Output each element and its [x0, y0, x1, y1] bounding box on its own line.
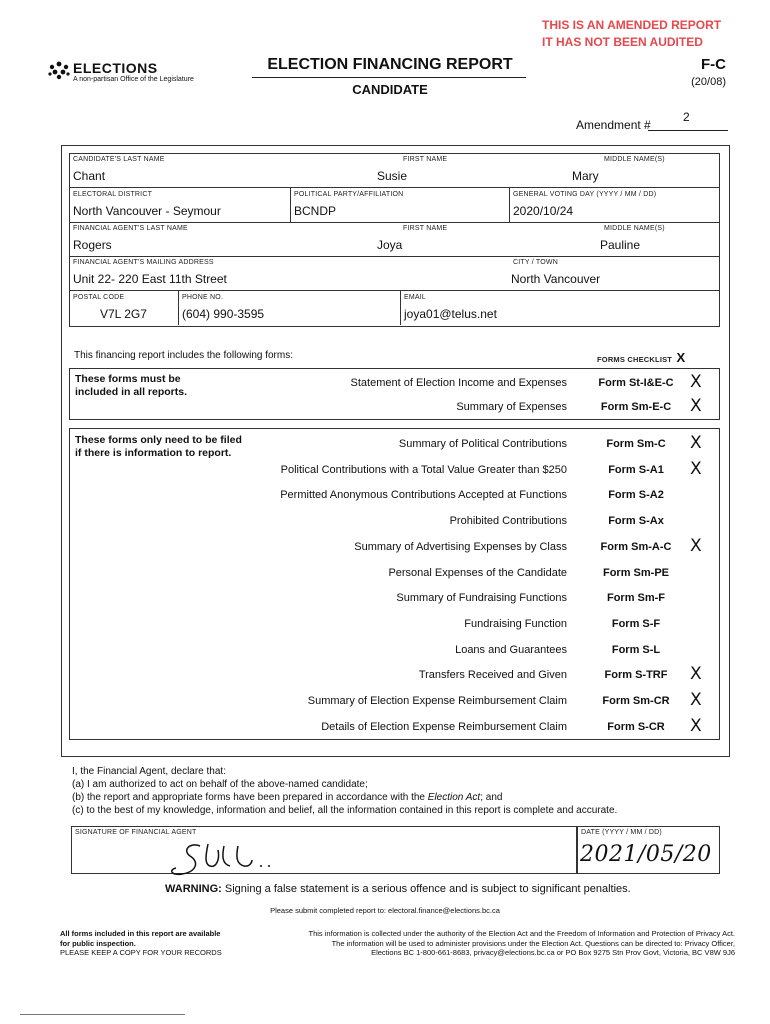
declaration-item-c: (c) to the best of my knowledge, information and belief, all the information contained in this report is complete and accurate.	[72, 805, 618, 816]
political-party: BCNDP	[294, 204, 337, 218]
form-name: Loans and Guarantees	[455, 643, 567, 656]
form-check-mark[interactable]: X	[690, 372, 702, 392]
form-code: Form S-A1	[608, 463, 664, 476]
agent-last-name-label: FINANCIAL AGENT'S LAST NAME	[73, 225, 188, 232]
district-label: ELECTORAL DISTRICT	[73, 191, 153, 198]
form-check-mark[interactable]: X	[690, 458, 702, 479]
required-heading-line: These forms must be	[75, 373, 181, 385]
info-divider	[69, 222, 719, 223]
optional-heading-line: These forms only need to be filed	[75, 434, 242, 446]
form-check-mark[interactable]: X	[690, 690, 702, 710]
signature-date: 2021/05/20	[580, 842, 712, 867]
elections-logo-icon	[47, 60, 71, 82]
footer-left-line: PLEASE KEEP A COPY FOR YOUR RECORDS	[60, 948, 222, 957]
form-code: F-C	[701, 56, 726, 73]
signature-label: SIGNATURE OF FINANCIAL AGENT	[75, 829, 197, 836]
amendment-line	[648, 130, 728, 131]
form-code: Form Sm-PE	[602, 566, 669, 579]
agent-first-name-label: FIRST NAME	[403, 225, 448, 232]
footer-right-line: Elections BC 1-800-661-8683, privacy@elections.bc.ca or PO Box 9275 Stn Prov Govt, Victoria, BC V8W 9J6	[371, 948, 735, 957]
agent-middle-name-label: MIDDLE NAME(S)	[604, 225, 665, 232]
submission-instructions: Please submit completed report to: electoral.finance@elections.bc.ca	[270, 906, 500, 915]
form-name: Summary of Advertising Expenses by Class	[354, 540, 567, 553]
form-code: Form Sm-A-C	[600, 540, 672, 553]
logo-wordmark: ELECTIONS	[73, 60, 158, 76]
amended-notice-line-1: THIS IS AN AMENDED REPORT	[542, 18, 722, 32]
amended-notice-line-2: IT HAS NOT BEEN AUDITED	[542, 35, 703, 49]
info-divider	[290, 188, 291, 222]
declaration	[72, 765, 617, 817]
footer-left-line: for public inspection.	[60, 938, 136, 948]
footer-public-notice	[60, 929, 222, 958]
form-code: Form S-A2	[608, 489, 664, 502]
agent-signature	[160, 836, 310, 882]
candidate-first-name: Susie	[377, 169, 408, 183]
footer-privacy-notice	[250, 929, 735, 958]
warning-text: Signing a false statement is a serious offence and is subject to significant penalties.	[224, 883, 631, 895]
form-code: Form S-Ax	[608, 515, 664, 528]
amendment-label: Amendment #	[576, 118, 651, 132]
forms-checklist-mark: X	[676, 350, 686, 365]
postal-code-label: POSTAL CODE	[73, 294, 125, 301]
info-divider	[69, 256, 719, 257]
footer-right-line: The information will be used to administer provisions under the Election Act. Questions can be directed to: Privacy Officer,	[331, 938, 735, 948]
form-name: Political Contributions with a Total Value Greater than $250	[280, 463, 567, 476]
form-code: Form S-F	[611, 617, 661, 630]
voting-day-label: GENERAL VOTING DAY (YYYY / MM / DD)	[513, 191, 657, 198]
agent-middle-name: Pauline	[600, 238, 641, 252]
form-name: Details of Election Expense Reimbursement Claim	[321, 720, 567, 733]
amendment-number: 2	[683, 110, 690, 124]
report-subtitle: CANDIDATE	[352, 82, 428, 97]
amended-report-notice	[542, 17, 721, 51]
form-name: Summary of Expenses	[456, 401, 567, 413]
agent-city: North Vancouver	[511, 272, 601, 286]
scan-edge-line	[20, 1014, 185, 1015]
form-code: Form Sm-E-C	[600, 401, 672, 413]
form-check-mark[interactable]: X	[690, 535, 702, 556]
form-name: Permitted Anonymous Contributions Accepted at Functions	[280, 489, 567, 502]
logo-tagline: A non-partisan Office of the Legislature	[73, 76, 194, 83]
info-divider	[178, 291, 179, 325]
form-code: Form S-L	[611, 643, 661, 656]
form-name: Fundraising Function	[464, 617, 567, 630]
forms-checklist-label: FORMS CHECKLIST	[597, 355, 673, 364]
form-name: Summary of Political Contributions	[398, 438, 567, 450]
phone-label: PHONE NO.	[182, 294, 224, 301]
address-label: FINANCIAL AGENT'S MAILING ADDRESS	[73, 259, 214, 266]
form-check-mark[interactable]: X	[690, 396, 702, 416]
optional-heading-line: if there is information to report.	[75, 447, 232, 459]
form-code: Form St-I&E-C	[598, 377, 674, 389]
form-code: Form Sm-C	[606, 438, 666, 450]
form-code: Form S-CR	[607, 720, 665, 733]
form-name: Summary of Fundraising Functions	[396, 592, 567, 605]
declaration-intro: I, the Financial Agent, declare that:	[72, 766, 226, 777]
declaration-item-a: (a) I am authorized to act on behalf of the above-named candidate;	[72, 779, 368, 790]
candidate-last-name-label: CANDIDATE'S LAST NAME	[73, 156, 165, 163]
candidate-middle-name-label: MIDDLE NAME(S)	[604, 156, 665, 163]
declaration-item-b: (b) the report and appropriate forms have been prepared in accordance with the Election Act; and	[72, 792, 503, 803]
postal-code: V7L 2G7	[100, 307, 147, 321]
form-code: Form S-TRF	[604, 669, 668, 682]
candidate-middle-name: Mary	[572, 169, 599, 183]
optional-forms-heading	[75, 434, 242, 460]
party-label: POLITICAL PARTY/AFFILIATION	[294, 191, 404, 198]
forms-intro: This financing report includes the following forms:	[74, 350, 293, 361]
info-divider	[400, 291, 401, 325]
info-divider	[69, 187, 719, 188]
footer-left-line: All forms included in this report are available	[60, 929, 221, 938]
form-name: Transfers Received and Given	[418, 669, 567, 682]
form-check-mark[interactable]: X	[690, 715, 702, 736]
voting-day: 2020/10/24	[513, 204, 574, 218]
info-divider	[69, 290, 719, 291]
required-forms-heading	[75, 373, 187, 399]
warning	[165, 883, 631, 895]
electoral-district: North Vancouver - Seymour	[73, 204, 221, 218]
form-revision-date: (20/08)	[691, 76, 726, 88]
forms-checklist-header	[597, 349, 685, 367]
form-name: Personal Expenses of the Candidate	[388, 566, 567, 579]
agent-last-name: Rogers	[73, 238, 112, 252]
form-name: Summary of Election Expense Reimbursement Claim	[307, 695, 567, 707]
form-name: Prohibited Contributions	[449, 515, 567, 528]
warning-label: WARNING:	[165, 883, 222, 895]
city-label: CITY / TOWN	[513, 259, 558, 266]
form-name: Statement of Election Income and Expenses	[350, 377, 567, 389]
form-check-mark[interactable]: X	[690, 433, 702, 453]
date-label: DATE (YYYY / MM / DD)	[581, 829, 662, 836]
agent-phone: (604) 990-3595	[182, 307, 265, 321]
agent-address: Unit 22- 220 East 11th Street	[73, 272, 227, 286]
email-label: EMAIL	[404, 294, 427, 301]
title-rule	[252, 77, 526, 78]
agent-email: joya01@telus.net	[404, 307, 497, 321]
elections-logo	[47, 60, 194, 87]
agent-first-name: Joya	[377, 238, 403, 252]
candidate-last-name: Chant	[73, 169, 106, 183]
form-code: Form Sm-F	[606, 592, 666, 605]
candidate-first-name-label: FIRST NAME	[403, 156, 448, 163]
required-heading-line: included in all reports.	[75, 386, 188, 398]
info-divider	[509, 188, 510, 222]
report-title: ELECTION FINANCING REPORT	[267, 56, 513, 73]
footer-right-line: This information is collected under the authority of the Election Act and the Freedom of Information and Protection of Privacy Act.	[308, 929, 735, 938]
form-code: Form Sm-CR	[602, 695, 670, 707]
form-check-mark[interactable]: X	[690, 664, 702, 685]
